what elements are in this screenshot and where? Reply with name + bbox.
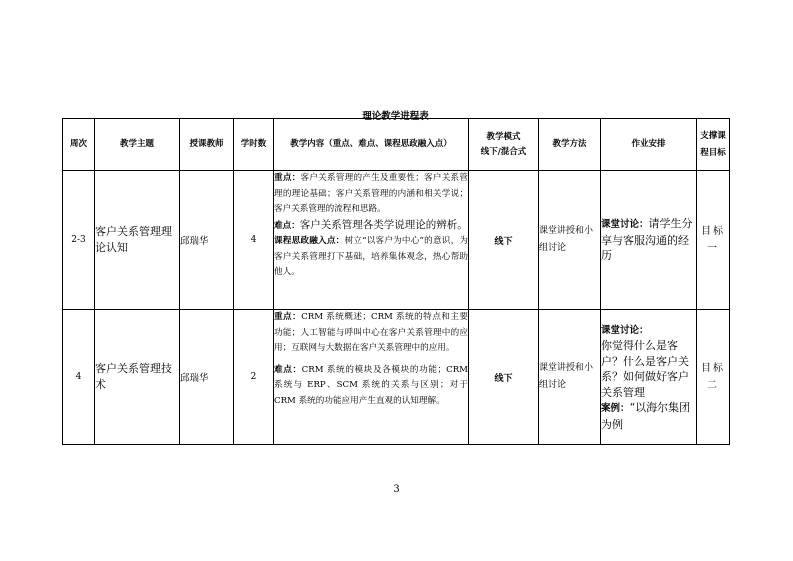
difficulty-text: 客户关系管理各类学说理论的辨析。 [299, 218, 468, 231]
cell-homework [601, 310, 697, 445]
ideology-text: 树立“以客户为中心”的意识，为客户关系管理打下基础，培养集体观念，热心帮助他人。 [274, 236, 468, 277]
difficulty-label: 难点： [274, 364, 302, 375]
table-header-row [63, 119, 730, 171]
key-point-label: 重点： [274, 173, 301, 183]
header-teacher: 授课教师 [180, 119, 234, 171]
header-week: 周次 [63, 119, 95, 171]
teaching-schedule-table [62, 118, 730, 445]
cell-content [274, 171, 469, 310]
table-row [63, 310, 730, 445]
homework-text: 请学生分享与客服沟通的经历 [601, 217, 693, 263]
ideology-label: 课程思政融入点： [274, 236, 345, 246]
table-row [63, 171, 730, 310]
key-point-label: 重点： [274, 312, 302, 322]
homework-label: 课堂讨论： [601, 219, 649, 231]
cell-week: 2-3 [63, 171, 95, 310]
header-mode-line2: 线下/混合式 [480, 146, 527, 157]
key-point-text: 客户关系管理的产生及重要性；客户关系管理的理论基础；客户关系管理的内涵和相关学说；客户关系管理的流程和思路。 [274, 173, 468, 214]
cell-mode: 线下 [469, 171, 539, 310]
difficulty-text: CRM 系统的模块及各模块的功能；CRM 系统与 ERP、SCM 系统的关系与区别；对于 CRM 系统的功能应用产生直观的认知理解。 [274, 364, 468, 406]
homework-label: 课堂讨论： [601, 324, 649, 336]
header-topic: 教学主题 [95, 119, 180, 171]
homework-text: 你觉得什么是客户？什么是客户关系？如何做好客户关系管理 [601, 339, 689, 399]
cell-goal: 目标一 [697, 171, 730, 310]
header-hours: 学时数 [234, 119, 274, 171]
case-label: 案例： [601, 403, 630, 415]
cell-teacher: 邱瑞华 [180, 310, 234, 445]
cell-topic: 客户关系管理理论认知 [95, 171, 180, 310]
cell-week: 4 [63, 310, 95, 445]
cell-mode: 线下 [469, 310, 539, 445]
case-text: “以海尔集团为例 [601, 401, 691, 431]
cell-goal: 目标二 [697, 310, 730, 445]
cell-hours: 4 [234, 171, 274, 310]
difficulty-label: 难点： [274, 220, 300, 231]
cell-method: 课堂讲授和小组讨论 [539, 310, 601, 445]
cell-teacher: 邱瑞华 [180, 171, 234, 310]
header-goal: 支撑课程目标 [697, 119, 730, 171]
header-mode [469, 119, 539, 171]
cell-hours: 2 [234, 310, 274, 445]
header-homework: 作业安排 [601, 119, 697, 171]
header-content-text: 教学内容（重点、难点、课程思政融入点） [290, 139, 452, 149]
header-mode-line1: 教学模式 [486, 131, 521, 142]
key-point-text: CRM 系统概述；CRM 系统的特点和主要功能；人工智能与呼叫中心在客户关系管理中的应用；互联网与大数据在客户关系管理中的应用。 [274, 312, 468, 353]
cell-topic: 客户关系管理技术 [95, 310, 180, 445]
cell-homework [601, 171, 697, 310]
header-method: 教学方法 [539, 119, 601, 171]
page-number: 3 [393, 484, 400, 495]
header-content [274, 119, 469, 171]
table-caption: 理论教学进程表 [362, 111, 429, 122]
cell-content [274, 310, 469, 445]
cell-method: 课堂讲授和小组讨论 [539, 171, 601, 310]
